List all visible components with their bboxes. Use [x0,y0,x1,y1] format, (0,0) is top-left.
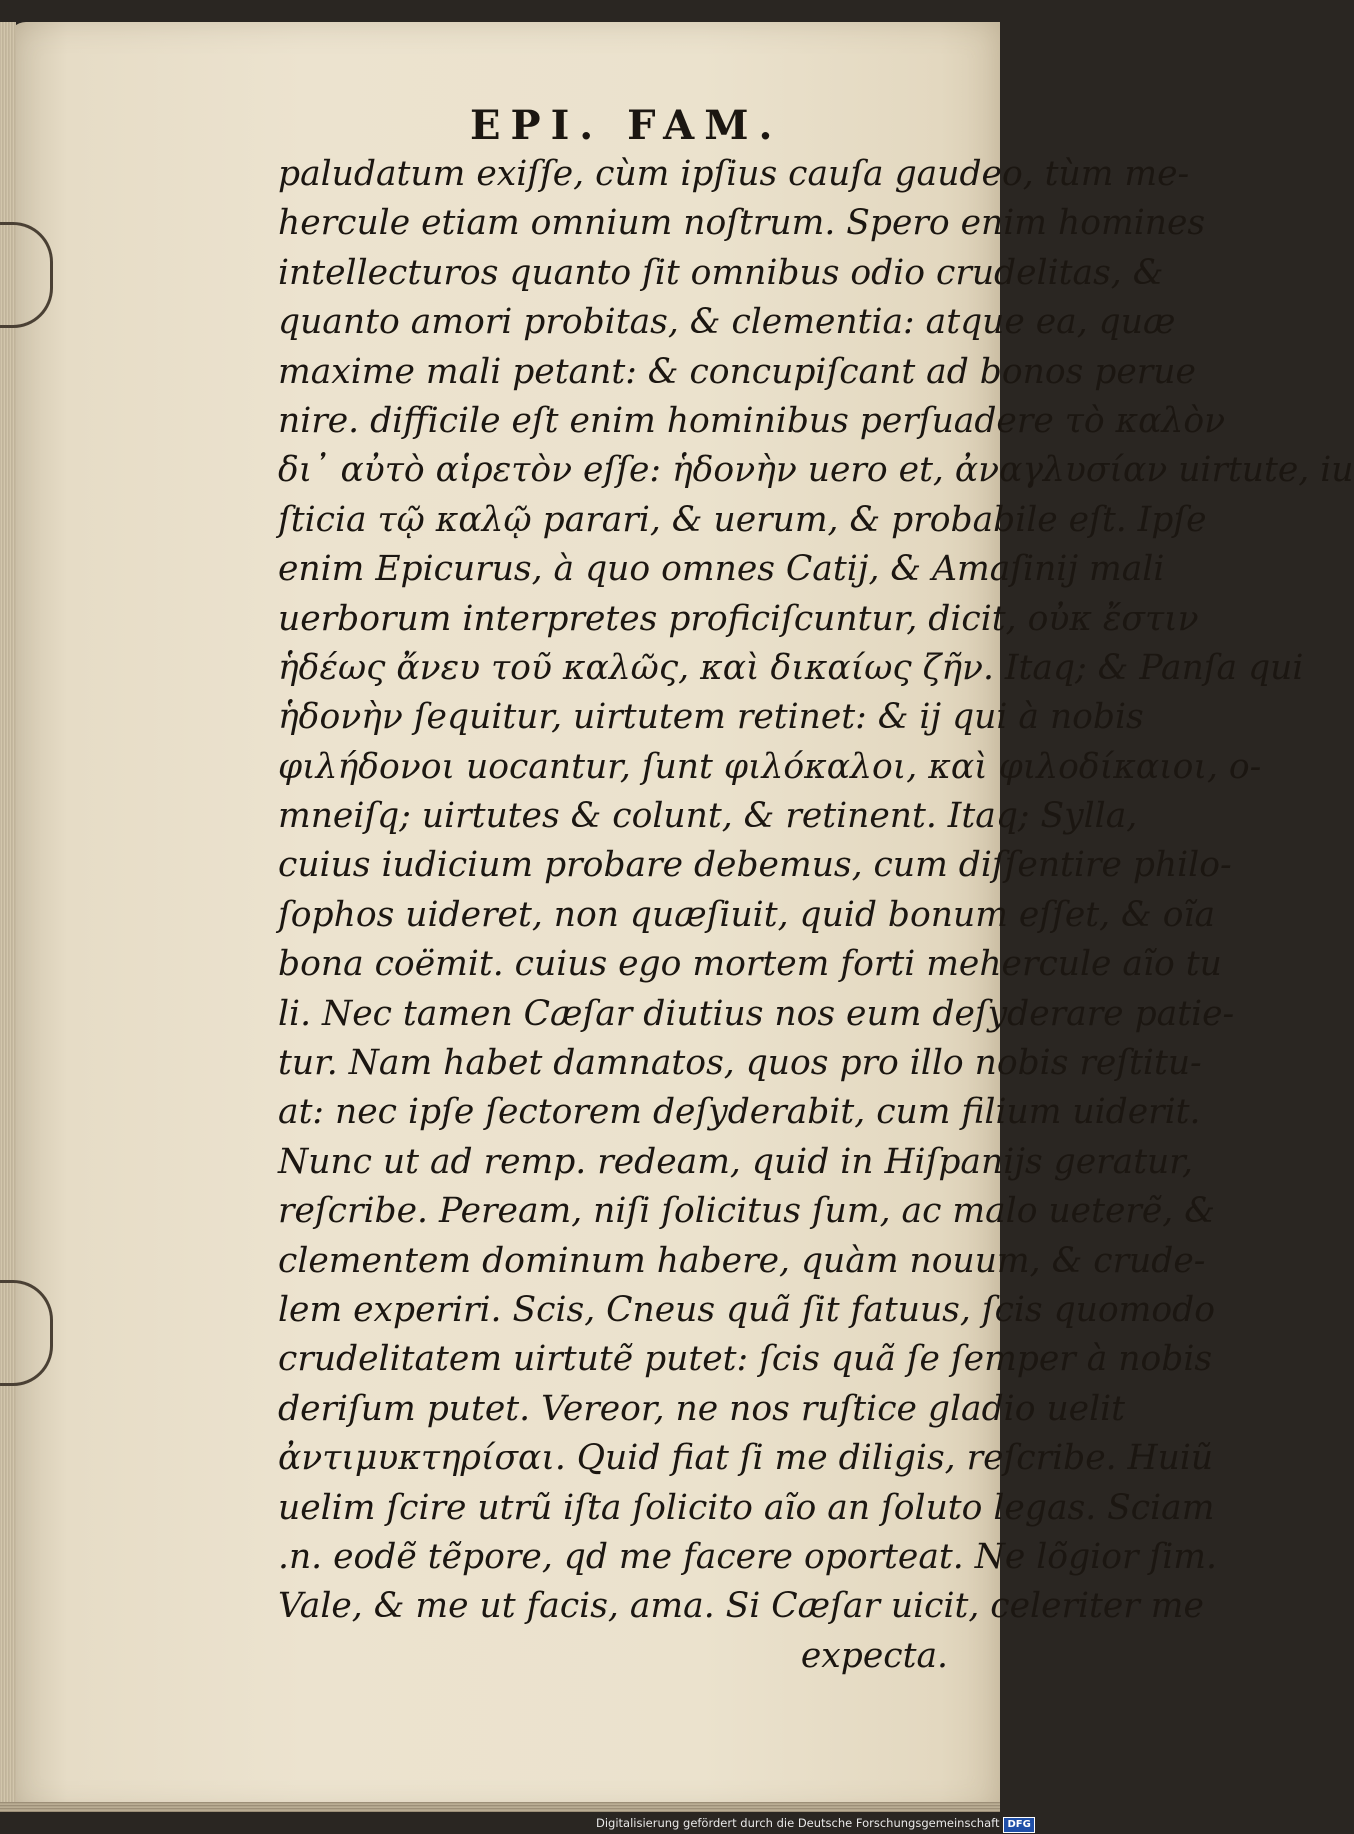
text-line: cuius iudicium probare debemus, cum diſſentire philo‑ [278,845,1232,886]
text-line: maxime mali petant: & concupiſcant ad bonos perue [278,351,1196,392]
text-line: uerborum interpretes proficiſcuntur, dicit, οὐκ ἔστιν [278,598,1199,639]
credit-text: Digitalisierung gefördert durch die Deutsche Forschungsgemeinschaft [596,1816,1000,1830]
text-line: Nunc ut ad remp. redeam, quid in Hiſpanijs geratur, [278,1141,1193,1182]
page-bottom-edge [0,1802,1000,1812]
text-line: ſticia τῷ καλῷ parari, & uerum, & probabile eſt. Ipſe [278,499,1207,540]
text-line: φιλήδονοι uocantur, ſunt φιλόκαλοι, καὶ φιλοδίκαιοι, o‑ [278,746,1262,787]
text-line: lem experiri. Scis, Cneus quã ſit fatuus, ſcis quomodo [278,1289,1216,1330]
text-line: crudelitatem uirtutẽ putet: ſcis quã ſe ſemper à nobis [278,1339,1213,1380]
text-line: reſcribe. Peream, niſi ſolicitus ſum, ac malo ueterẽ, & [278,1191,1215,1232]
text-line: enim Epicurus, à quo omnes Catij, & Amaſinij mali [278,549,1165,590]
text-line: ἡδέως ἄνευ τοῦ καλῶς, καὶ δικαίως ζῆν. Itaq; & Panſa qui [278,647,1304,688]
catchword: expecta. [800,1635,948,1676]
text-line: .n. eodẽ tẽpore, qd me facere oporteat. Ne lõgior ſim. [278,1536,1217,1577]
text-line: hercule etiam omnium noſtrum. Spero enim homines [278,203,1206,244]
text-line: bona coëmit. cuius ego mortem forti mehercule aĩo tu [278,944,1222,985]
text-line: Vale, & me ut facis, ama. Si Cæſar uicit, celeriter me [278,1586,1204,1627]
text-line: nire. difficile eſt enim hominibus perſuadere τὸ καλὸν [278,400,1226,441]
dfg-logo: DFG [1003,1817,1034,1833]
text-line: li. Nec tamen Cæſar diutius nos eum deſyderare patie‑ [278,993,1235,1034]
digitization-credit [596,1812,1031,1834]
text-line: ἀντιμυκτηρίσαι. Quid fiat ſi me diligis, reſcribe. Huiũ [278,1438,1214,1479]
text-line: paludatum exiſſe, cùm ipſius cauſa gaudeo, tùm me‑ [278,154,1190,194]
body-text [278,150,1354,1681]
text-line: mneiſq; uirtutes & colunt, & retinent. Itaq; Sylla, [278,796,1138,837]
text-line: clementem dominum habere, quàm nouum, & crude‑ [278,1240,1206,1281]
text-line: intellecturos quanto ſit omnibus odio crudelitas, & [278,252,1164,293]
text-line: uelim ſcire utrũ iſta ſolicito aĩo an ſoluto legas. Sciam [278,1487,1215,1528]
text-line: at: nec ipſe ſectorem deſyderabit, cum filium uiderit. [278,1092,1201,1133]
text-line: δι᾽ αὐτὸ αἱρετὸν eſſe: ἡδονὴν uero et, ἀναγλυσίαν uirtute, iu [278,450,1354,491]
text-line: tur. Nam habet damnatos, quos pro illo nobis reſtitu‑ [278,1043,1202,1084]
text-line: deriſum putet. Vereor, ne nos ruſtice gladio uelit [278,1388,1126,1429]
text-line: ἡδονὴν ſequitur, uirtutem retinet: & ij qui à nobis [278,697,1144,738]
text-line: ſophos uideret, non quæſiuit, quid bonum eſſet, & oĩa [278,894,1216,935]
running-header: EPI. FAM. [470,102,783,149]
text-line: quanto amori probitas, & clementia: atque ea, quæ [278,302,1176,343]
